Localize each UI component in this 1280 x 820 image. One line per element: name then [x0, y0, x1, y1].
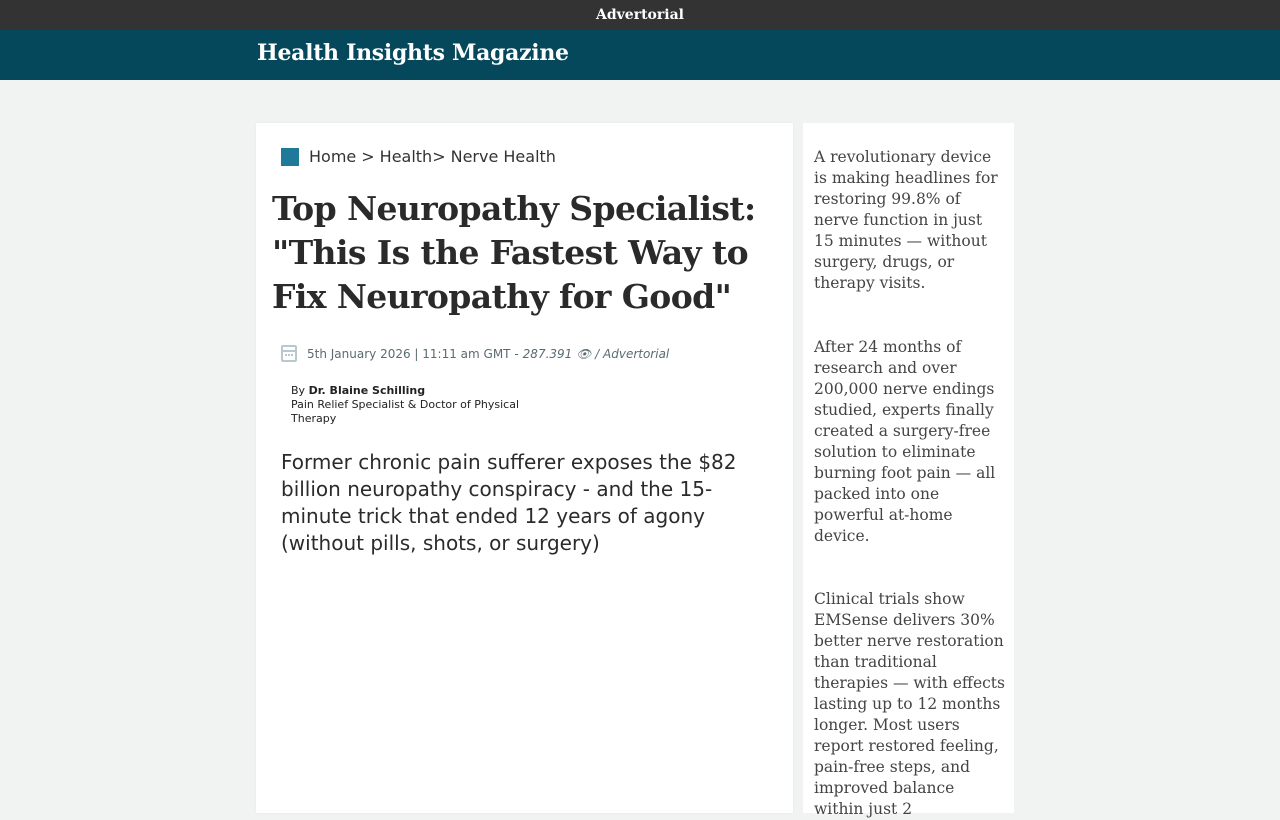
site-header	[0, 30, 1280, 80]
article-headline: Top Neuropathy Specialist: "This Is the Fastest Way to Fix Neuropathy for Good"	[272, 189, 756, 316]
breadcrumb-separator: >	[361, 147, 375, 166]
site-title-link[interactable]: Health Insights Magazine	[257, 40, 569, 66]
breadcrumb-health-link[interactable]: Health>	[379, 147, 446, 166]
breadcrumb-home-link[interactable]: Home	[309, 147, 357, 166]
sidebar-card	[803, 123, 1014, 818]
article-date: 5th January 2026 | 11:11 am GMT -	[307, 346, 519, 361]
breadcrumb	[281, 147, 556, 166]
sidebar-paragraph-1: A revolutionary device is making headlines for restoring 99.8% of nerve function in just 15 minutes — without surgery, drugs, or therapy visits.	[814, 148, 998, 292]
article-meta	[281, 345, 669, 362]
article-lede: Former chronic pain sufferer exposes the $82 billion neuropathy conspiracy - and the 15-minute trick that ended 12 years of agony (without pills, shots, or surgery)	[281, 450, 737, 555]
sidebar-paragraph-2: After 24 months of research and over 200,000 nerve endings studied, experts finally created a surgery-free solution to eliminate burning foot pain — all packed into one powerful at-home device.	[814, 338, 996, 545]
article-views: 287.391 👁 / Advertorial	[522, 346, 670, 361]
breadcrumb-square-icon	[281, 148, 299, 166]
author-byline	[291, 384, 541, 426]
calendar-icon	[281, 345, 297, 362]
breadcrumb-current[interactable]: Nerve Health	[450, 147, 556, 166]
advertorial-banner	[0, 0, 1280, 30]
author-name: Dr. Blaine Schilling	[308, 384, 426, 397]
sidebar-paragraph-3: Clinical trials show EMSense delivers 30% better nerve restoration than traditional therapies — with effects lasting up to 12 months longer. Most users report restored feeling, pain-free steps, and improved balance within just 2	[814, 590, 1005, 818]
article-card	[256, 123, 793, 813]
author-title: Pain Relief Specialist & Doctor of Physical Therapy	[291, 398, 520, 425]
advertorial-label: Advertorial	[596, 7, 684, 23]
author-prefix: By	[291, 384, 306, 397]
